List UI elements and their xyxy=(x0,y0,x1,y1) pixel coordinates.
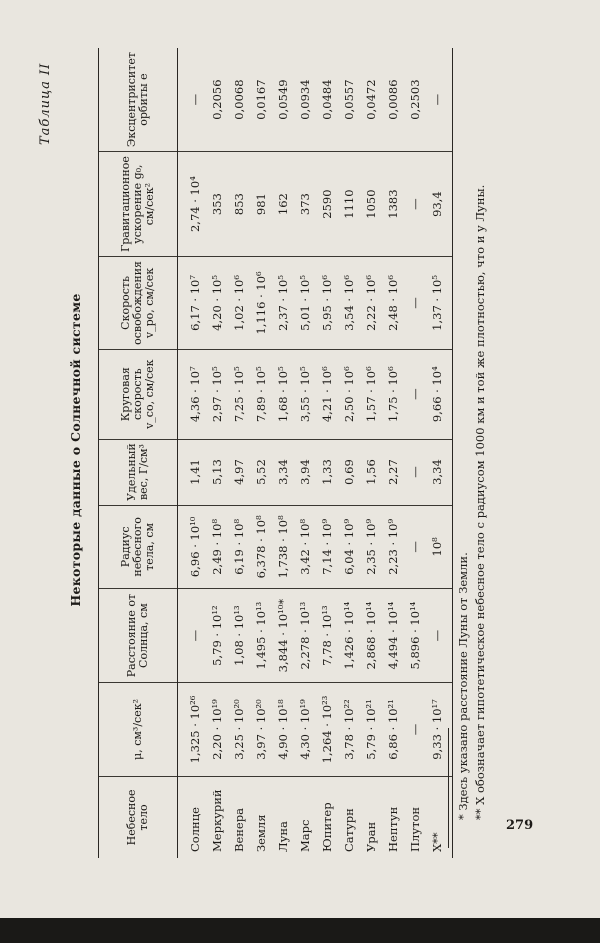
table-row xyxy=(382,48,404,858)
table-cell: 3,94 xyxy=(294,439,316,505)
table-cell: 5,79 · 10²¹ xyxy=(360,683,382,777)
body-name-cell: Земля xyxy=(254,814,268,852)
table-cell: — xyxy=(404,257,426,350)
body-name-cell: Луна xyxy=(276,821,290,852)
table-cell: 6,86 · 10²¹ xyxy=(382,683,404,777)
footnote-divider xyxy=(448,728,449,848)
table-cell: 3,78 · 10²² xyxy=(338,683,360,777)
table-row xyxy=(338,48,360,858)
body-name-cell: Солнце xyxy=(188,807,202,852)
header-circular-velocity: Круговая скорость v_co, см/сек xyxy=(99,349,178,439)
table-cell: 0,0167 xyxy=(250,48,272,152)
table-label: Таблица II xyxy=(38,62,53,145)
table-cell: 4,97 xyxy=(228,439,250,505)
table-cell: 4,20 · 10⁵ xyxy=(206,257,228,350)
table-cell: 0,2056 xyxy=(206,48,228,152)
table-cell: 5,52 xyxy=(250,439,272,505)
table-cell: 353 xyxy=(206,152,228,257)
table-cell: 1110 xyxy=(338,152,360,257)
table-cell: 1,426 · 10¹⁴ xyxy=(338,589,360,683)
table-row xyxy=(206,48,228,858)
table-cell: 1,264 · 10²³ xyxy=(316,683,338,777)
table-cell: 6,04 · 10⁹ xyxy=(338,505,360,589)
table-cell: 5,95 · 10⁶ xyxy=(316,257,338,350)
table-cell: 0,0934 xyxy=(294,48,316,152)
header-body: Небесное тело xyxy=(99,776,178,858)
table-cell: 1,68 · 10⁵ xyxy=(272,349,294,439)
table-row xyxy=(316,48,338,858)
header-escape-velocity: Скорость освобождения v_po, см/сек xyxy=(99,257,178,350)
table-cell: 2,20 · 10¹⁹ xyxy=(206,683,228,777)
table-cell: 6,19 · 10⁸ xyxy=(228,505,250,589)
rotated-table-page xyxy=(30,30,570,870)
table-cell: 2,868 · 10¹⁴ xyxy=(360,589,382,683)
table-cell: 2,48 · 10⁶ xyxy=(382,257,404,350)
page-edge-shadow xyxy=(0,918,600,943)
table-row xyxy=(404,48,426,858)
table-cell: 9,33 · 10¹⁷ xyxy=(426,683,453,777)
table-row xyxy=(228,48,250,858)
table-cell: 162 xyxy=(272,152,294,257)
table-cell: — xyxy=(404,505,426,589)
table-cell: 2,23 · 10⁹ xyxy=(382,505,404,589)
table-cell: 2,37 · 10⁵ xyxy=(272,257,294,350)
table-cell: 2,35 · 10⁹ xyxy=(360,505,382,589)
table-row xyxy=(178,48,207,858)
table-row xyxy=(272,48,294,858)
table-header-row xyxy=(99,48,178,858)
table-cell: 1,325 · 10²⁶ xyxy=(178,683,207,777)
footnote-1: * Здесь указано расстояние Луны от Земли. xyxy=(456,552,470,820)
table-cell: — xyxy=(426,48,453,152)
table-cell: 10⁸ xyxy=(426,505,453,589)
table-cell: 7,89 · 10⁵ xyxy=(250,349,272,439)
table-cell: 0,0068 xyxy=(228,48,250,152)
table-cell: 0,0557 xyxy=(338,48,360,152)
table-cell: 93,4 xyxy=(426,152,453,257)
table-row xyxy=(294,48,316,858)
table-cell: 5,79 · 10¹² xyxy=(206,589,228,683)
table-cell: 0,0549 xyxy=(272,48,294,152)
table-cell: 981 xyxy=(250,152,272,257)
table-cell: 0,0086 xyxy=(382,48,404,152)
body-name-cell: Нептун xyxy=(386,806,400,852)
table-cell: 3,25 · 10²⁰ xyxy=(228,683,250,777)
table-cell: 1383 xyxy=(382,152,404,257)
table-cell: 1,116 · 10⁶ xyxy=(250,257,272,350)
table-cell: 3,54 · 10⁶ xyxy=(338,257,360,350)
body-name-cell: Плутон xyxy=(408,806,422,852)
table-cell: 1,33 xyxy=(316,439,338,505)
table-cell: — xyxy=(404,439,426,505)
table-cell: 1,57 · 10⁶ xyxy=(360,349,382,439)
body-name-cell: Сатурн xyxy=(342,808,356,852)
table-cell: 2,49 · 10⁸ xyxy=(206,505,228,589)
table-cell: 1,41 xyxy=(178,439,207,505)
table-cell: 5,01 · 10⁵ xyxy=(294,257,316,350)
table-cell: 2,27 xyxy=(382,439,404,505)
table-cell: 4,36 · 10⁷ xyxy=(178,349,207,439)
table-cell: 6,378 · 10⁸ xyxy=(250,505,272,589)
header-density: Удельный вес, Г/см³ xyxy=(99,439,178,505)
table-cell: — xyxy=(426,589,453,683)
table-cell: 2,278 · 10¹³ xyxy=(294,589,316,683)
table-row xyxy=(250,48,272,858)
table-cell: — xyxy=(404,152,426,257)
body-name-cell: Меркурий xyxy=(210,789,224,852)
body-name-cell: Венера xyxy=(232,808,246,852)
header-mu: μ, см³/сек² xyxy=(99,683,178,777)
header-radius: Радиус небесного тела, см xyxy=(99,505,178,589)
body-name-cell: Марс xyxy=(298,819,312,852)
body-name-cell: Уран xyxy=(364,821,378,852)
table-cell: 1,495 · 10¹³ xyxy=(250,589,272,683)
table-cell: 853 xyxy=(228,152,250,257)
table-cell: 2,74 · 10⁴ xyxy=(178,152,207,257)
body-name-cell: Юпитер xyxy=(320,802,334,852)
table-cell: 3,55 · 10⁵ xyxy=(294,349,316,439)
table-cell: 4,21 · 10⁶ xyxy=(316,349,338,439)
table-cell: 1,56 xyxy=(360,439,382,505)
table-cell: 2,50 · 10⁶ xyxy=(338,349,360,439)
table-cell: 7,78 · 10¹³ xyxy=(316,589,338,683)
table-cell: 1,37 · 10⁵ xyxy=(426,257,453,350)
table-row xyxy=(360,48,382,858)
header-eccentricity: Эксцентриситет орбиты e xyxy=(99,48,178,152)
table-cell: 3,42 · 10⁸ xyxy=(294,505,316,589)
table-cell: 2,97 · 10⁵ xyxy=(206,349,228,439)
table-cell: 1,08 · 10¹³ xyxy=(228,589,250,683)
table-cell: 2,22 · 10⁶ xyxy=(360,257,382,350)
table-cell: 5,896 · 10¹⁴ xyxy=(404,589,426,683)
table-cell: — xyxy=(404,683,426,777)
table-cell: 1,738 · 10⁸ xyxy=(272,505,294,589)
table-cell: 6,17 · 10⁷ xyxy=(178,257,207,350)
table-cell: 1,02 · 10⁶ xyxy=(228,257,250,350)
table-cell: 3,844 · 10¹⁰* xyxy=(272,589,294,683)
table-cell: 5,13 xyxy=(206,439,228,505)
table-cell: 7,25 · 10⁵ xyxy=(228,349,250,439)
table-cell: 2590 xyxy=(316,152,338,257)
footnotes xyxy=(455,60,489,820)
body-name-cell: X** xyxy=(426,776,453,858)
header-distance: Расстояние от Солнца, см xyxy=(99,589,178,683)
table-cell: 373 xyxy=(294,152,316,257)
page-number: 279 xyxy=(506,818,534,833)
table-cell: 0,0484 xyxy=(316,48,338,152)
table-cell: 4,494 · 10¹⁴ xyxy=(382,589,404,683)
table-cell: 4,30 · 10¹⁹ xyxy=(294,683,316,777)
table-cell: 0,69 xyxy=(338,439,360,505)
table-title: Некоторые данные о Солнечной системе xyxy=(68,293,83,607)
footnote-2: ** X обозначает гипотетическое небесное тело с радиусом 1000 км и той же плотностью, что и у Луны. xyxy=(473,184,487,820)
header-gravity: Гравитационное ускорение g₀, см/сек² xyxy=(99,152,178,257)
solar-system-table xyxy=(98,48,453,858)
table-cell: 1,75 · 10⁶ xyxy=(382,349,404,439)
table-cell: 9,66 · 10⁴ xyxy=(426,349,453,439)
table-cell: — xyxy=(404,349,426,439)
table-cell: 1050 xyxy=(360,152,382,257)
table-body xyxy=(178,48,453,858)
table-cell: 7,14 · 10⁹ xyxy=(316,505,338,589)
table-cell: 6,96 · 10¹⁰ xyxy=(178,505,207,589)
table-cell: — xyxy=(178,589,207,683)
table-cell: 4,90 · 10¹⁸ xyxy=(272,683,294,777)
table-cell: — xyxy=(178,48,207,152)
table-cell: 3,34 xyxy=(426,439,453,505)
table-cell: 0,0472 xyxy=(360,48,382,152)
table-cell: 3,97 · 10²⁰ xyxy=(250,683,272,777)
table-cell: 3,34 xyxy=(272,439,294,505)
table-cell: 0,2503 xyxy=(404,48,426,152)
